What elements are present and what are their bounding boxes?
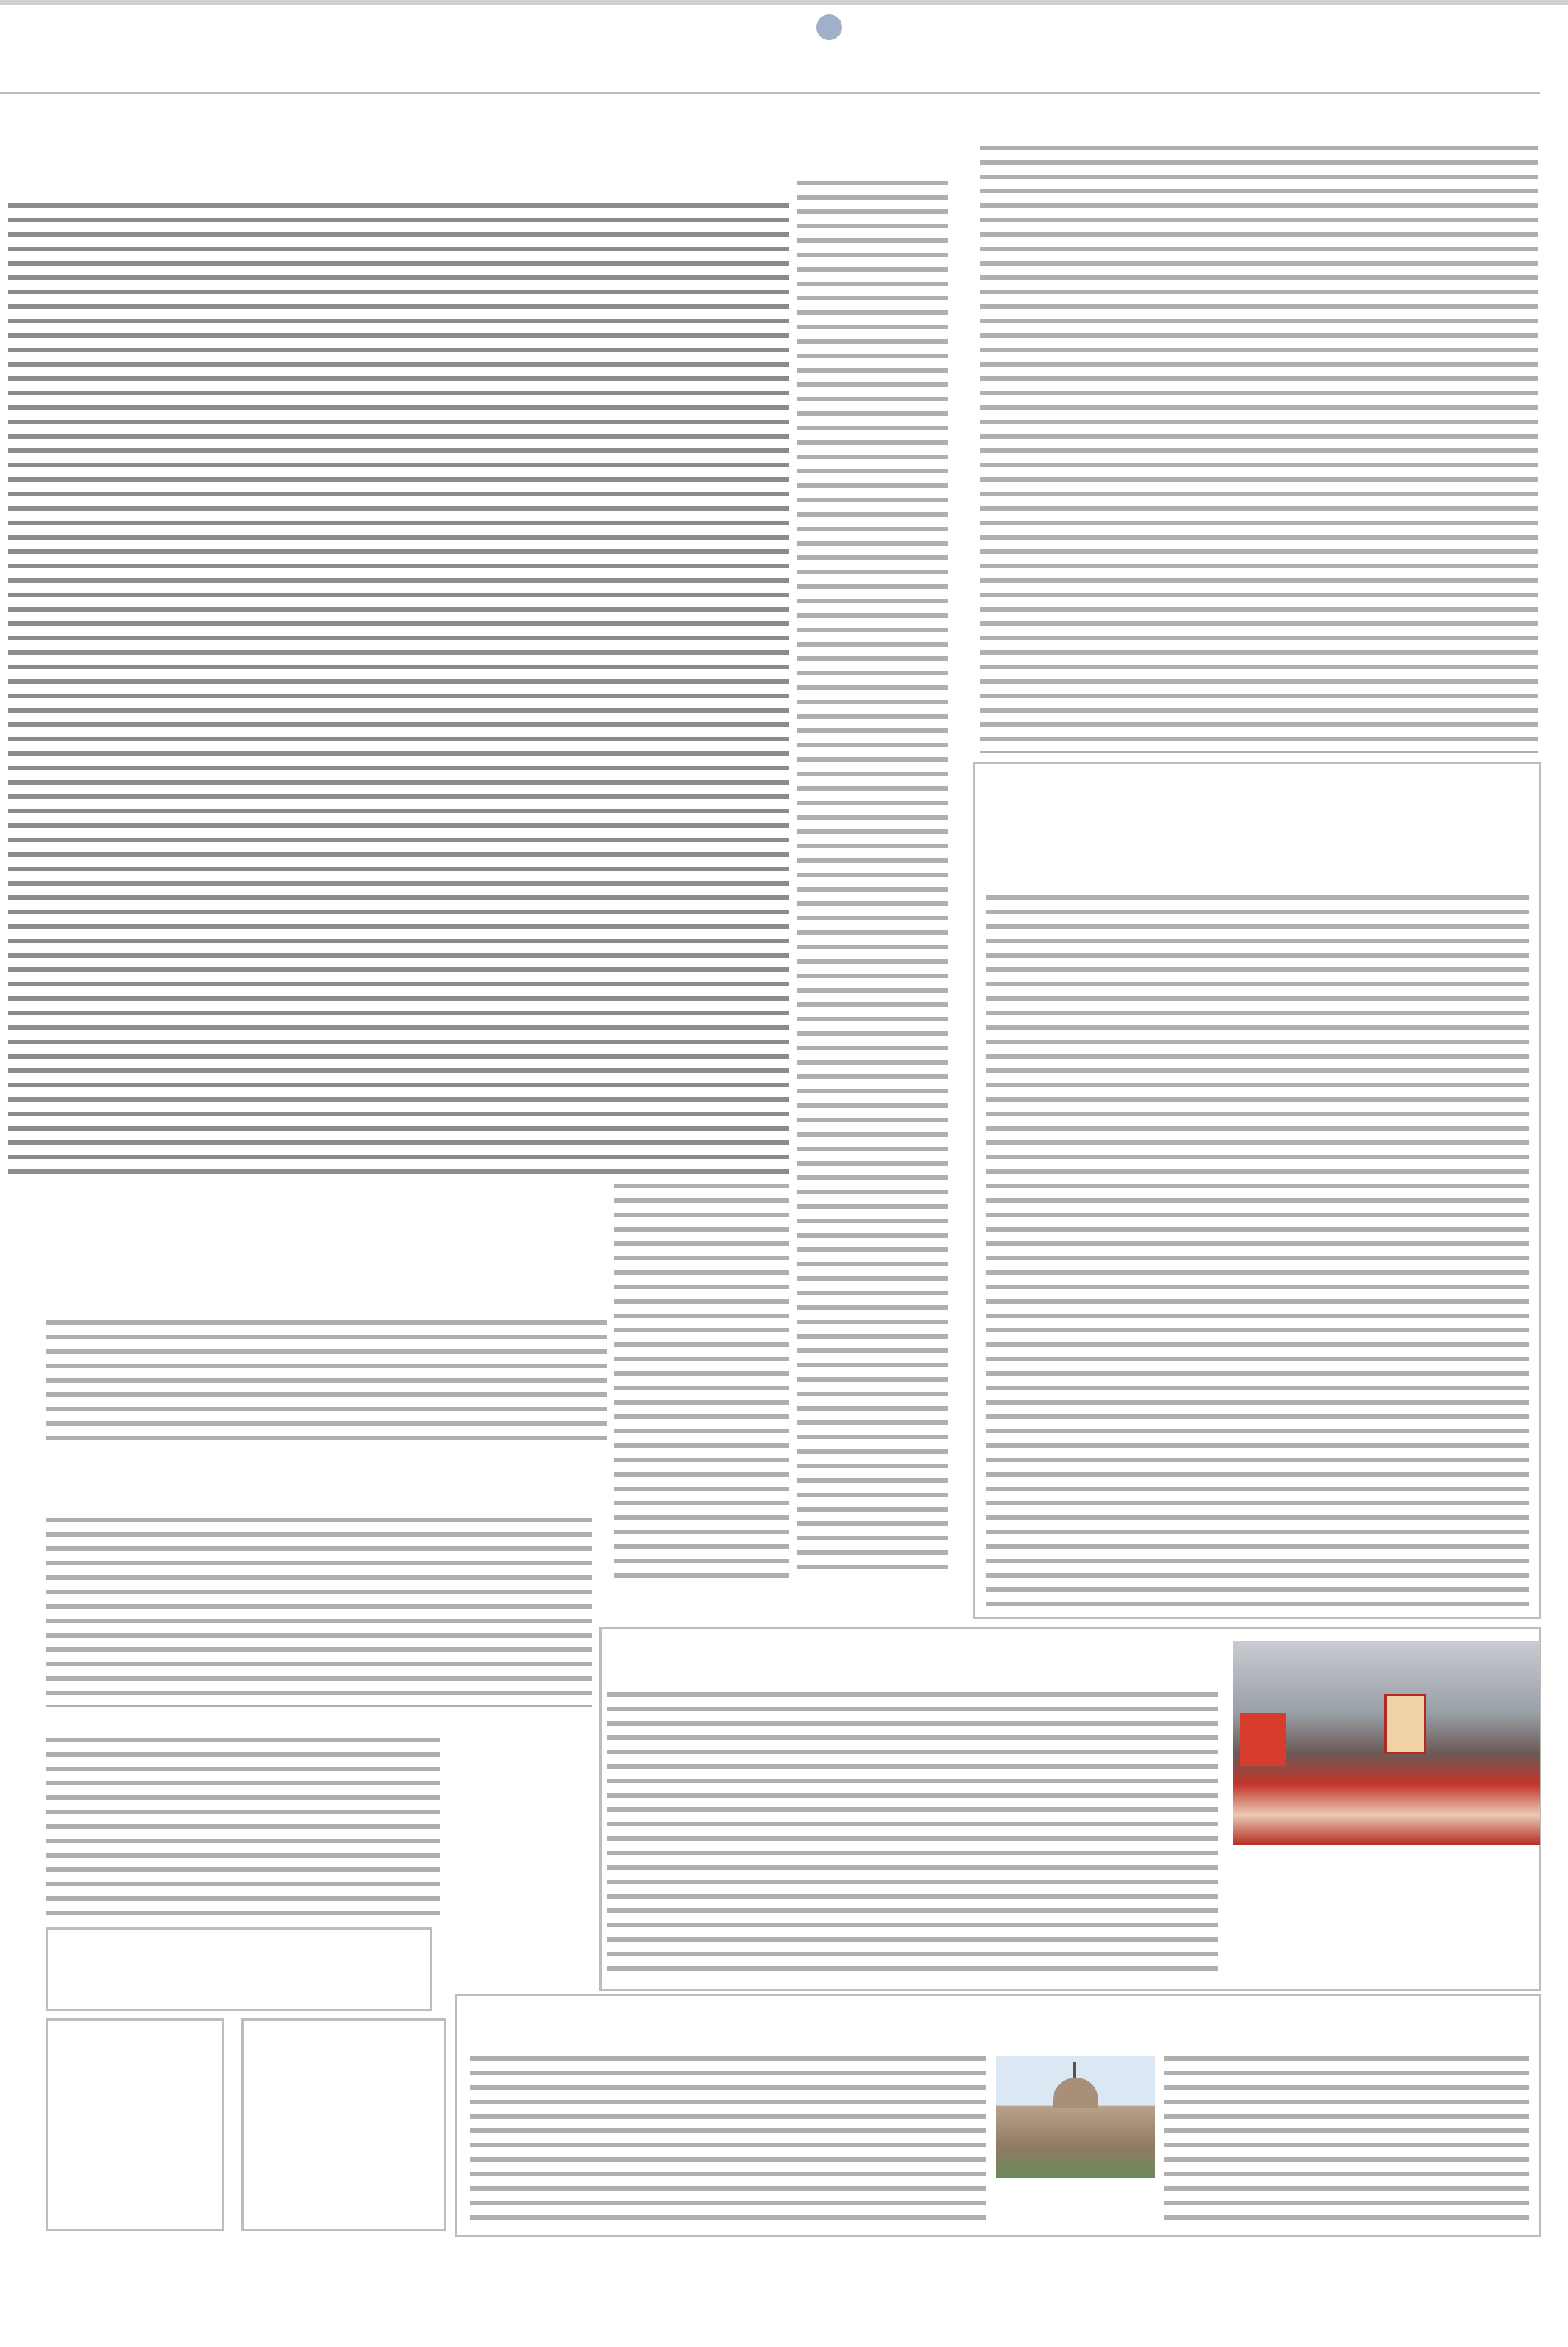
advert-box — [46, 1927, 432, 2011]
section-3-text — [46, 1518, 592, 1707]
section-4-text — [46, 1738, 440, 1920]
advert-store-title — [244, 2021, 444, 2030]
protest-story-text — [607, 1692, 1218, 1980]
lead-story-text — [8, 203, 789, 1182]
top-right-story-text — [980, 146, 1538, 753]
protest-sign — [1384, 1694, 1426, 1754]
masthead-ribbon — [0, 64, 1540, 94]
advert-card — [46, 2018, 224, 2231]
brand-emblem-icon — [816, 14, 842, 40]
advert-card-title — [48, 2021, 222, 2030]
court-photo — [996, 2056, 1155, 2178]
advert-store — [241, 2018, 446, 2231]
section-2-text — [46, 1320, 607, 1449]
flag-icon — [1073, 2062, 1076, 2079]
top-rule — [0, 0, 1568, 5]
protest-photo — [1233, 1641, 1540, 1845]
dome-icon — [1053, 2078, 1098, 2108]
protest-sign — [1240, 1713, 1286, 1766]
court-story-text — [470, 2056, 986, 2223]
advert-store-brand — [244, 2030, 444, 2113]
middle-column-text — [797, 181, 948, 1569]
court-story-text-right — [1164, 2056, 1529, 2223]
lower-middle-text — [614, 1184, 789, 1578]
brand-logo — [812, 11, 847, 42]
trump-story-text — [986, 895, 1529, 1609]
